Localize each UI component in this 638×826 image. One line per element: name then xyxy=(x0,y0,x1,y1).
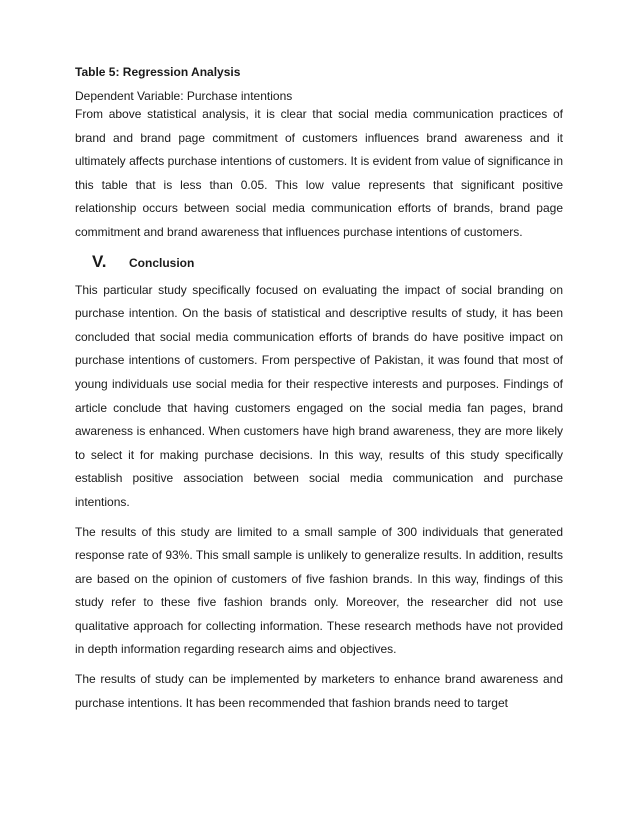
conclusion-paragraph-1: This particular study specifically focused on evaluating the impact of social branding on purchase intention. On the basis of statistical and descriptive results of study, it has been concluded that social media communication efforts of brands do have positive impact on purchase intentions of customers. From perspective of Pakistan, it was found that most of young individuals use social media for their respective interests and purposes. Findings of article conclude that having customers engaged on the social media fan pages, brand awareness is enhanced. When customers have high brand awareness, they are more likely to select it for making purchase decisions. In this way, results of this study specifically establish positive association between social media communication and purchase intentions. xyxy=(75,282,563,509)
section-title: Conclusion xyxy=(129,255,195,270)
table-caption: Table 5: Regression Analysis xyxy=(75,65,241,79)
section-number: V. xyxy=(92,251,107,271)
section-heading xyxy=(75,248,563,277)
document-page xyxy=(75,64,563,715)
conclusion-paragraph-3: The results of study can be implemented by marketers to enhance brand awareness and purchase intentions. It has been recommended that fashion brands need to target xyxy=(75,672,563,710)
dependent-variable-note: Dependent Variable: Purchase intentions xyxy=(75,89,293,103)
analysis-paragraph: From above statistical analysis, it is clear that social media communication practices of brand and brand page commitment of customers influences brand awareness and it ultimately affects purchase intentions of customers. It is evident from value of significance in this table that is less than 0.05. This low value represents that significant positive relationship occurs between social media communication efforts of brands, brand page commitment and brand awareness that influences purchase intentions of customers. xyxy=(75,107,563,239)
conclusion-paragraph-2: The results of this study are limited to a small sample of 300 individuals that generated response rate of 93%. This small sample is unlikely to generalize results. In addition, results are based on the opinion of customers of five fashion brands. In this way, findings of this study refer to these five fashion brands only. Moreover, the researcher did not use qualitative approach for collecting information. These research methods have not provided in depth information regarding research aims and objectives. xyxy=(75,524,563,657)
